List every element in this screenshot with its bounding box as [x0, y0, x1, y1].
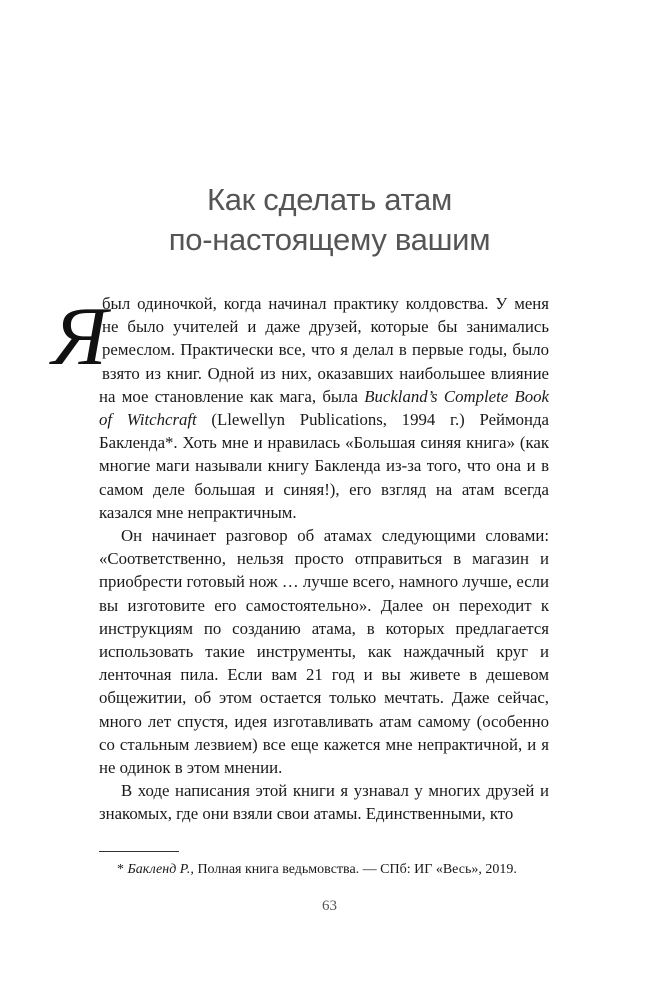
footnote-divider: [99, 851, 179, 852]
chapter-title-line-1: Как сделать атам: [206, 182, 453, 217]
footnote-text: Полная книга ведьмовства. — СПб: ИГ «Весь», 2019.: [197, 862, 517, 877]
paragraph-1-end: (Llewellyn Publications, 1994 г.) Реймонда Бакленда*. Хоть мне и нравилась «Большая синяя книга» (как многие маги называли книгу Бакленда из-за того, что она и в самом деле большая и синяя!), его взгляд на атам всегда казался мне непрактичным.: [99, 410, 549, 522]
chapter-title-line-2: по-настоящему вашим: [168, 222, 491, 257]
chapter-title: [0, 180, 659, 260]
footnote: [117, 860, 549, 880]
paragraph-1-text: был одиночкой, когда начинал практику колдовства. У меня не было учителей и даже друзей, которые бы занимались ремеслом. Практически все, что я делал в первые годы, было взято из книг. Одной из них, оказавших наибольшее влияние на мое становление как мага, была: [99, 294, 549, 406]
paragraph-3: В ходе написания этой книги я узнавал у многих друзей и знакомых, где они взяли свои атамы. Единственными, кто: [99, 781, 549, 824]
footnote-marker: *: [117, 862, 124, 877]
book-title-italic: Buckland’s Complete Book of Witchcraft: [99, 386, 549, 430]
drop-cap: Я: [52, 290, 108, 383]
footnote-author: Бакленд Р.,: [127, 862, 194, 877]
page-number: 63: [322, 898, 337, 914]
body-text: [52, 290, 549, 826]
paragraph-2: Он начинает разговор об атамах следующими словами: «Соответственно, нельзя просто отправиться в магазин и приобрести готовый нож … лучше всего, намного лучше, если вы изготовите его самостоятельно». Далее он переходит к инструкциям по созданию атама, в которых предлагается использовать такие инструменты, как наждачный круг и ленточная пила. Если вам 21 год и вы живете в дешевом общежитии, об этом остается только мечтать. Даже сейчас, много лет спустя, идея изготавливать атам самому (особенно со стальным лезвием) все еще кажется мне непрактичной, и я не одинок в этом мнении.: [99, 526, 549, 778]
paragraph-1: [52, 290, 549, 524]
